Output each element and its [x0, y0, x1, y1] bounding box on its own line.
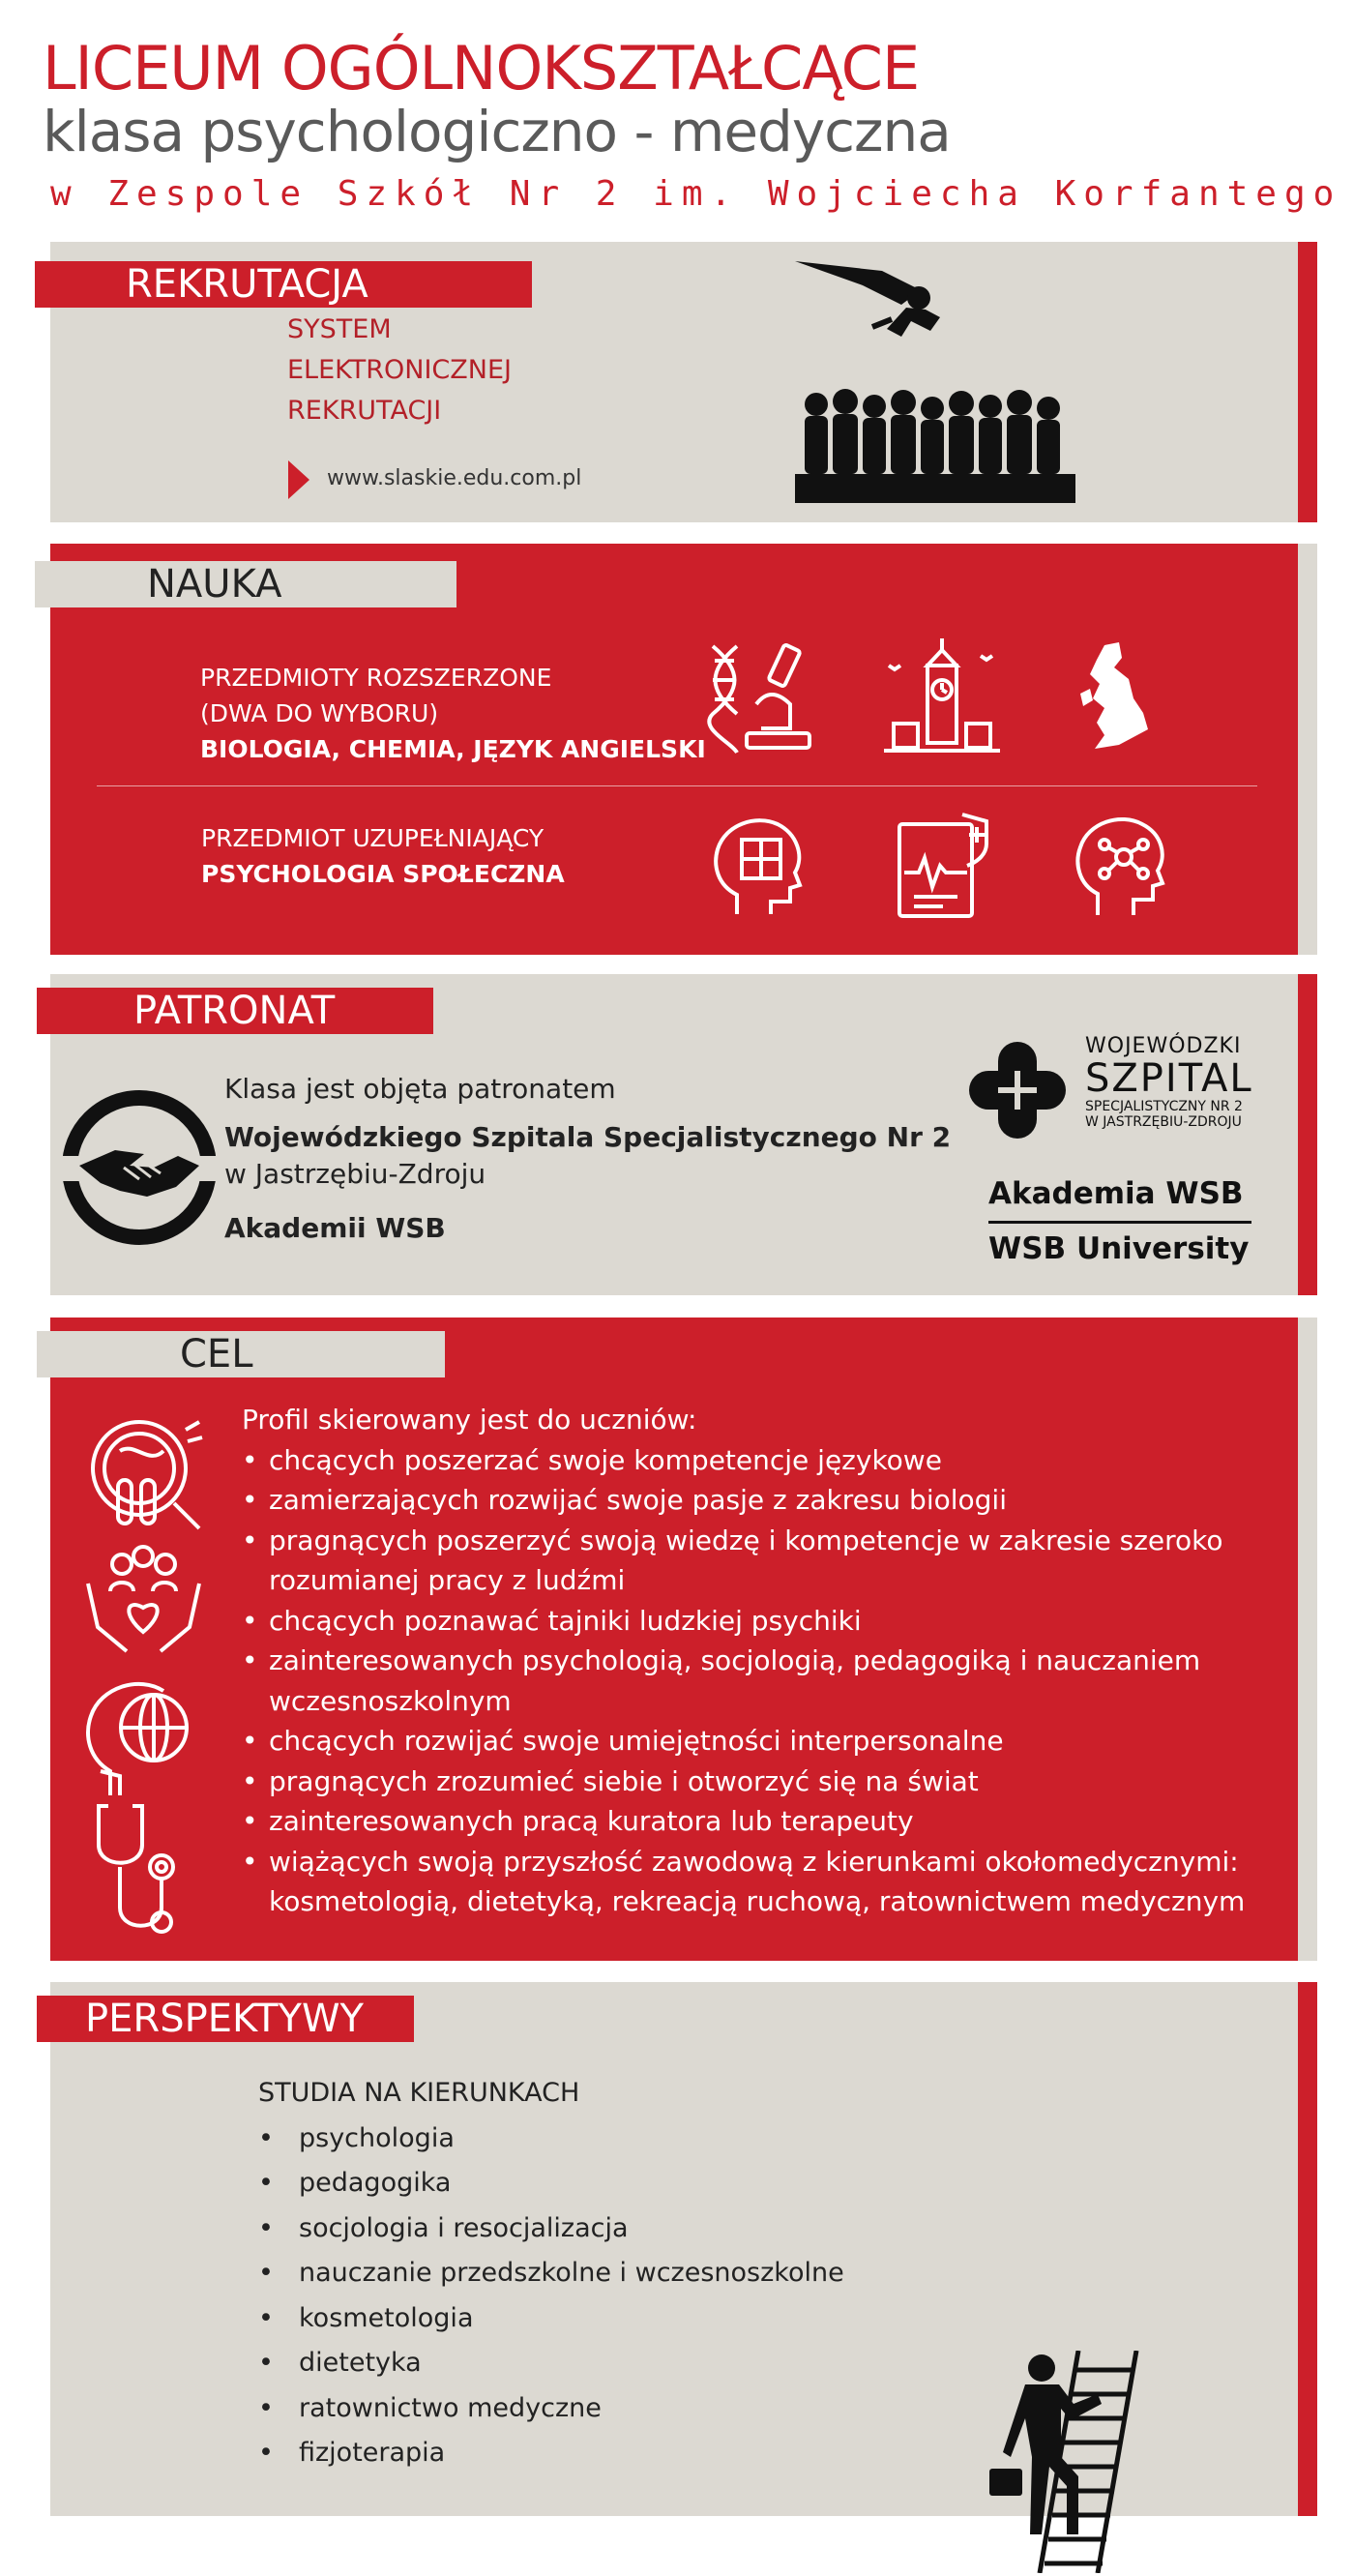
perspektywy-label: PERSPEKTYWY: [37, 1996, 414, 2042]
list-item: • ratownictwo medyczne: [258, 2386, 844, 2432]
stethoscope-icon: [89, 1801, 195, 1941]
wsb-logo: [988, 1174, 1251, 1268]
list-item: • nauczanie przedszkolne i wczesnoszkolne: [258, 2251, 844, 2296]
list-item: • socjologia i resocjalizacja: [258, 2206, 844, 2252]
lab-research-icon: [81, 1412, 207, 1538]
rekrutacja-text: [287, 310, 512, 431]
head-globe-icon: [81, 1670, 202, 1800]
ladder-climber-icon: [982, 2351, 1146, 2573]
head-puzzle-icon: [708, 813, 814, 919]
cel-panel: [50, 1318, 1317, 1961]
wsb-line-2: WSB University: [988, 1231, 1250, 1266]
extended-subjects: BIOLOGIA, CHEMIA, JĘZYK ANGIELSKI: [200, 735, 706, 763]
big-ben-icon: [884, 637, 1000, 757]
logo-line-2: SZPITAL: [1085, 1056, 1253, 1101]
list-item: • kosmetologia: [258, 2296, 844, 2342]
supplementary-subject: PSYCHOLOGIA SPOŁECZNA: [201, 860, 565, 888]
logo-line-3: SPECJALISTYCZNY NR 2: [1085, 1099, 1243, 1114]
rekrutacja-line: REKRUTACJI: [287, 396, 442, 426]
cel-label: CEL: [37, 1331, 445, 1377]
list-item: • pragnących zrozumieć siebie i otworzyć się na świat: [242, 1762, 1267, 1802]
crowd-selection-icon: [795, 261, 1075, 503]
list-item: • chcących poznawać tajniki ludzkiej psychiki: [242, 1601, 1267, 1642]
nauka-label: NAUKA: [35, 561, 456, 607]
dna-microscope-icon: [703, 637, 814, 757]
patronat-text: [224, 1071, 951, 1247]
list-item: • pedagogika: [258, 2161, 844, 2206]
page-subtitle: klasa psychologiczno - medyczna: [43, 99, 951, 164]
list-item: • fizjoterapia: [258, 2431, 844, 2476]
nauka-extended: [200, 660, 706, 767]
hospital-cross-logo: [969, 1042, 1066, 1139]
page-title: LICEUM OGÓLNOKSZTAŁCĄCE: [43, 33, 920, 104]
rekrutacja-link[interactable]: www.slaskie.edu.com.pl: [327, 466, 582, 490]
cel-text: [242, 1400, 1267, 1922]
helping-hands-icon: [83, 1545, 204, 1661]
patronat-city: w Jastrzębiu-Zdroju: [224, 1158, 486, 1190]
list-item: • chcących poszerzać swoje kompetencje językowe: [242, 1440, 1267, 1481]
patronat-label: PATRONAT: [37, 988, 433, 1034]
list-item: • wiążących swoją przyszłość zawodową z kierunkami okołomedycznymi: kosmetologią, dietetyką, rekreacją ruchową, ratownictwem medycznym: [242, 1842, 1267, 1922]
logo-line-4: W JASTRZĘBIU-ZDROJU: [1085, 1114, 1242, 1130]
hospital-logo-text: [1085, 1034, 1253, 1130]
medical-report-icon: [890, 810, 996, 921]
rekrutacja-line: SYSTEM: [287, 314, 392, 344]
list-item: • psychologia: [258, 2117, 844, 2162]
panel-stripe: [1298, 1318, 1317, 1961]
cel-list: [242, 1440, 1267, 1922]
head-network-icon: [1071, 811, 1177, 919]
logo-line-1: WOJEWÓDZKI: [1085, 1034, 1242, 1058]
list-item: • dietetyka: [258, 2341, 844, 2386]
nauka-supplementary: [201, 820, 565, 892]
rekrutacja-label: REKRUTACJA: [35, 261, 532, 308]
school-name: w Zespole Szkół Nr 2 im. Wojciecha Korfantego: [50, 174, 1342, 214]
list-item: • chcących rozwijać swoje umiejętności interpersonalne: [242, 1721, 1267, 1762]
perspektywy-text: [258, 2071, 844, 2476]
extended-heading: PRZEDMIOTY ROZSZERZONE: [200, 664, 552, 692]
uk-map-icon: [1075, 640, 1153, 756]
panel-stripe: [1298, 1982, 1317, 2516]
panel-stripe: [1298, 242, 1317, 522]
cel-intro: Profil skierowany jest do uczniów:: [242, 1404, 697, 1436]
supplementary-heading: PRZEDMIOT UZUPEŁNIAJĄCY: [201, 824, 545, 852]
perspektywy-heading: STUDIA NA KIERUNKACH: [258, 2078, 580, 2108]
handshake-icon: [62, 1090, 217, 1245]
list-item: • zainteresowanych pracą kuratora lub terapeuty: [242, 1801, 1267, 1842]
panel-stripe: [1298, 544, 1317, 955]
patronat-intro: Klasa jest objęta patronatem: [224, 1073, 616, 1105]
rekrutacja-line: ELEKTRONICZNEJ: [287, 355, 513, 385]
list-item: • zamierzających rozwijać swoje pasje z zakresu biologii: [242, 1480, 1267, 1521]
patronat-academy: Akademii WSB: [224, 1212, 446, 1244]
wsb-line-1: Akademia WSB: [988, 1174, 1251, 1224]
nauka-panel: [50, 544, 1317, 955]
patronat-hospital: Wojewódzkiego Szpitala Specjalistycznego Nr 2: [224, 1121, 952, 1153]
list-item: • zainteresowanych psychologią, socjologią, pedagogiką i nauczaniem wczesnoszkolnym: [242, 1641, 1267, 1721]
perspektywy-list: [258, 2117, 844, 2476]
extended-note: (DWA DO WYBORU): [200, 699, 439, 727]
arrow-icon: [288, 460, 309, 499]
panel-stripe: [1298, 974, 1317, 1295]
rekrutacja-panel: [50, 242, 1317, 522]
list-item: • pragnących poszerzyć swoją wiedzę i kompetencje w zakresie szeroko rozumianej pracy z ludźmi: [242, 1521, 1267, 1601]
patronat-panel: [50, 974, 1317, 1295]
divider: [97, 785, 1257, 786]
